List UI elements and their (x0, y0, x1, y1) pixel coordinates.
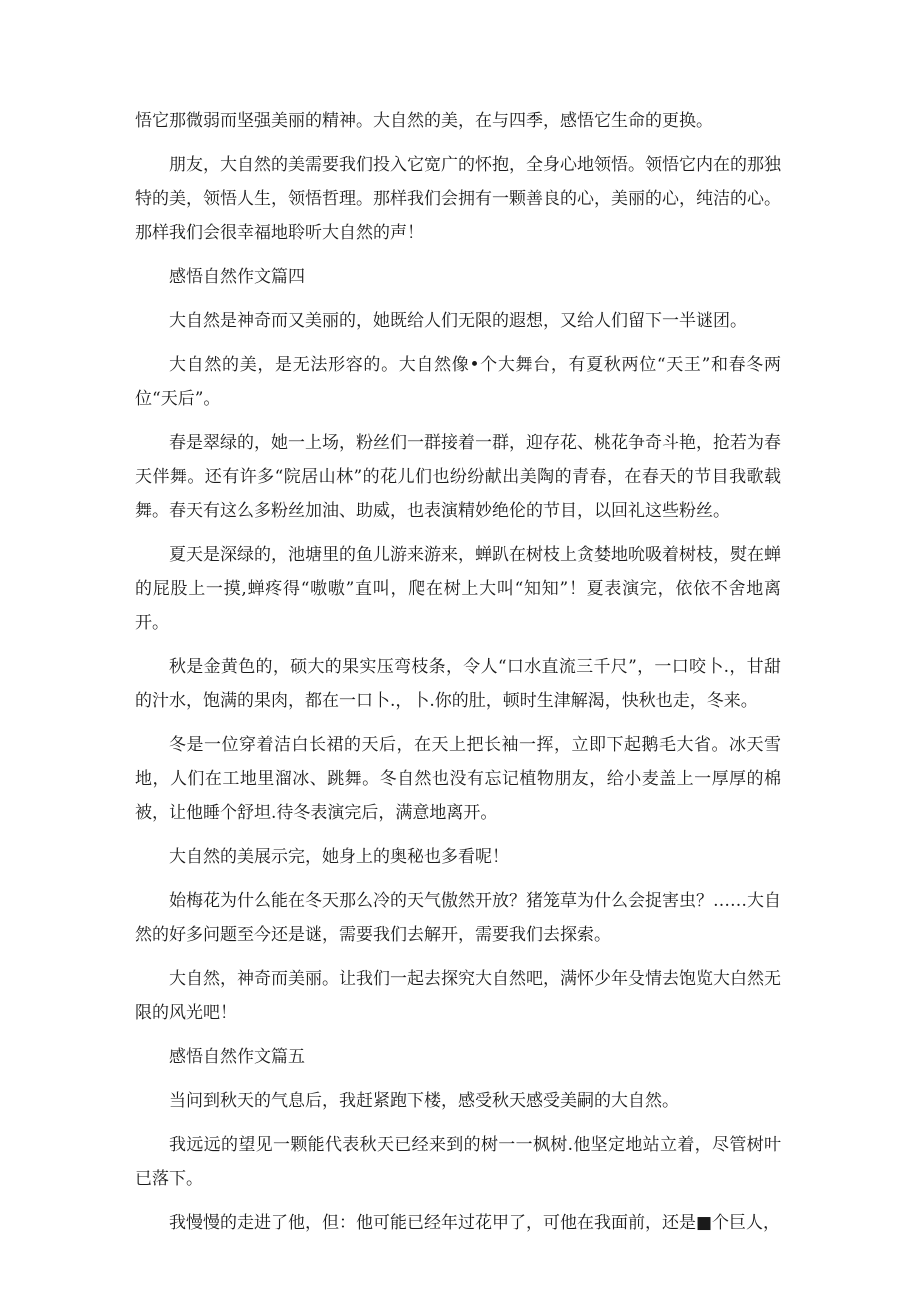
paragraph: 大自然的美展示完，她身上的奥秘也多看呢！ (169, 847, 509, 867)
section-heading-4: 感悟自然作文篇四 (169, 267, 305, 287)
paragraph: 大自然，神奇而美丽。让我们一起去探究大自然吧，满怀少年殳情去饱览大白然无限的风光吧！ (135, 969, 781, 1023)
section-heading-5: 感悟自然作文篇五 (169, 1047, 305, 1067)
paragraph: 始梅花为什么能在冬天那么冷的天气傲然开放？猪笼草为什么会捉害虫？……大自然的好多问题至今还是谜，需要我们去解开，需要我们去探索。 (135, 891, 781, 945)
paragraph: 夏天是深绿的，池塘里的鱼儿游来游来，蝉趴在树枝上贪婪地吮吸着树枝，熨在蝉的屁股上一摸,蝉疼得“嗷嗷”直叫，爬在树上大叫“知知”！夏表演完，依依不舍地离开。 (135, 545, 781, 633)
paragraph: 秋是金黄色的，硕大的果实压弯枝条，令人“口水直流三千尺”，一口咬卜.，甘甜的汁水，饱满的果肉，都在一口卜.，卜.你的肚，顿时生津解渴，快秋也走，冬来。 (135, 657, 781, 711)
paragraph-continued: 悟它那微弱而坚强美丽的精神。大自然的美，在与四季，感悟它生命的更换。 (135, 111, 713, 131)
paragraph: 冬是一位穿着洁白长裙的天后，在天上把长袖一挥，立即下起鹅毛大省。冰天雪地，人们在工地里溜冰、跳舞。冬自然也没有忘记植物朋友，给小麦盖上一厚厚的棉被，让他睡个舒坦.待冬表演完后，满意地离开。 (135, 735, 781, 823)
paragraph: 春是翠绿的，她一上场，粉丝们一群接着一群，迎存花、桃花争奇斗艳，抢若为春天伴舞。还有许多“院居山林”的花儿们也纷纷献出美陶的青春，在春天的节目我歌载舞。春天有这么多粉丝加油、助威，也表演精妙绝伦的节目，以回礼这些粉丝。 (135, 433, 781, 521)
paragraph: 大自然是神奇而又美丽的，她既给人们无限的遐想，又给人们留下一半谜团。 (169, 311, 747, 331)
paragraph: 当问到秋天的气息后，我赶紧跑下楼，感受秋天感受美嗣的大自然。 (169, 1091, 679, 1111)
paragraph: 朋友，大自然的美需要我们投入它宽广的怀抱，全身心地领悟。领悟它内在的那独特的美，领悟人生，领悟哲理。那样我们会拥有一颗善良的心，美丽的心，纯洁的心。那样我们会很幸福地聆听大自然的声！ (135, 155, 781, 243)
paragraph: 我慢慢的走进了他，但：他可能已经年过花甲了，可他在我面前，还是■个巨人， (169, 1213, 781, 1233)
paragraph: 我远远的望见一颗能代表秋天已经来到的树一一枫树.他坚定地站立着，尽管树叶已落下。 (135, 1135, 781, 1189)
document-body (135, 104, 781, 1250)
paragraph: 大自然的美，是无法形容的。大自然像•个大舞台，有夏秋两位“天王”和春冬两位“天后”。 (135, 355, 781, 409)
